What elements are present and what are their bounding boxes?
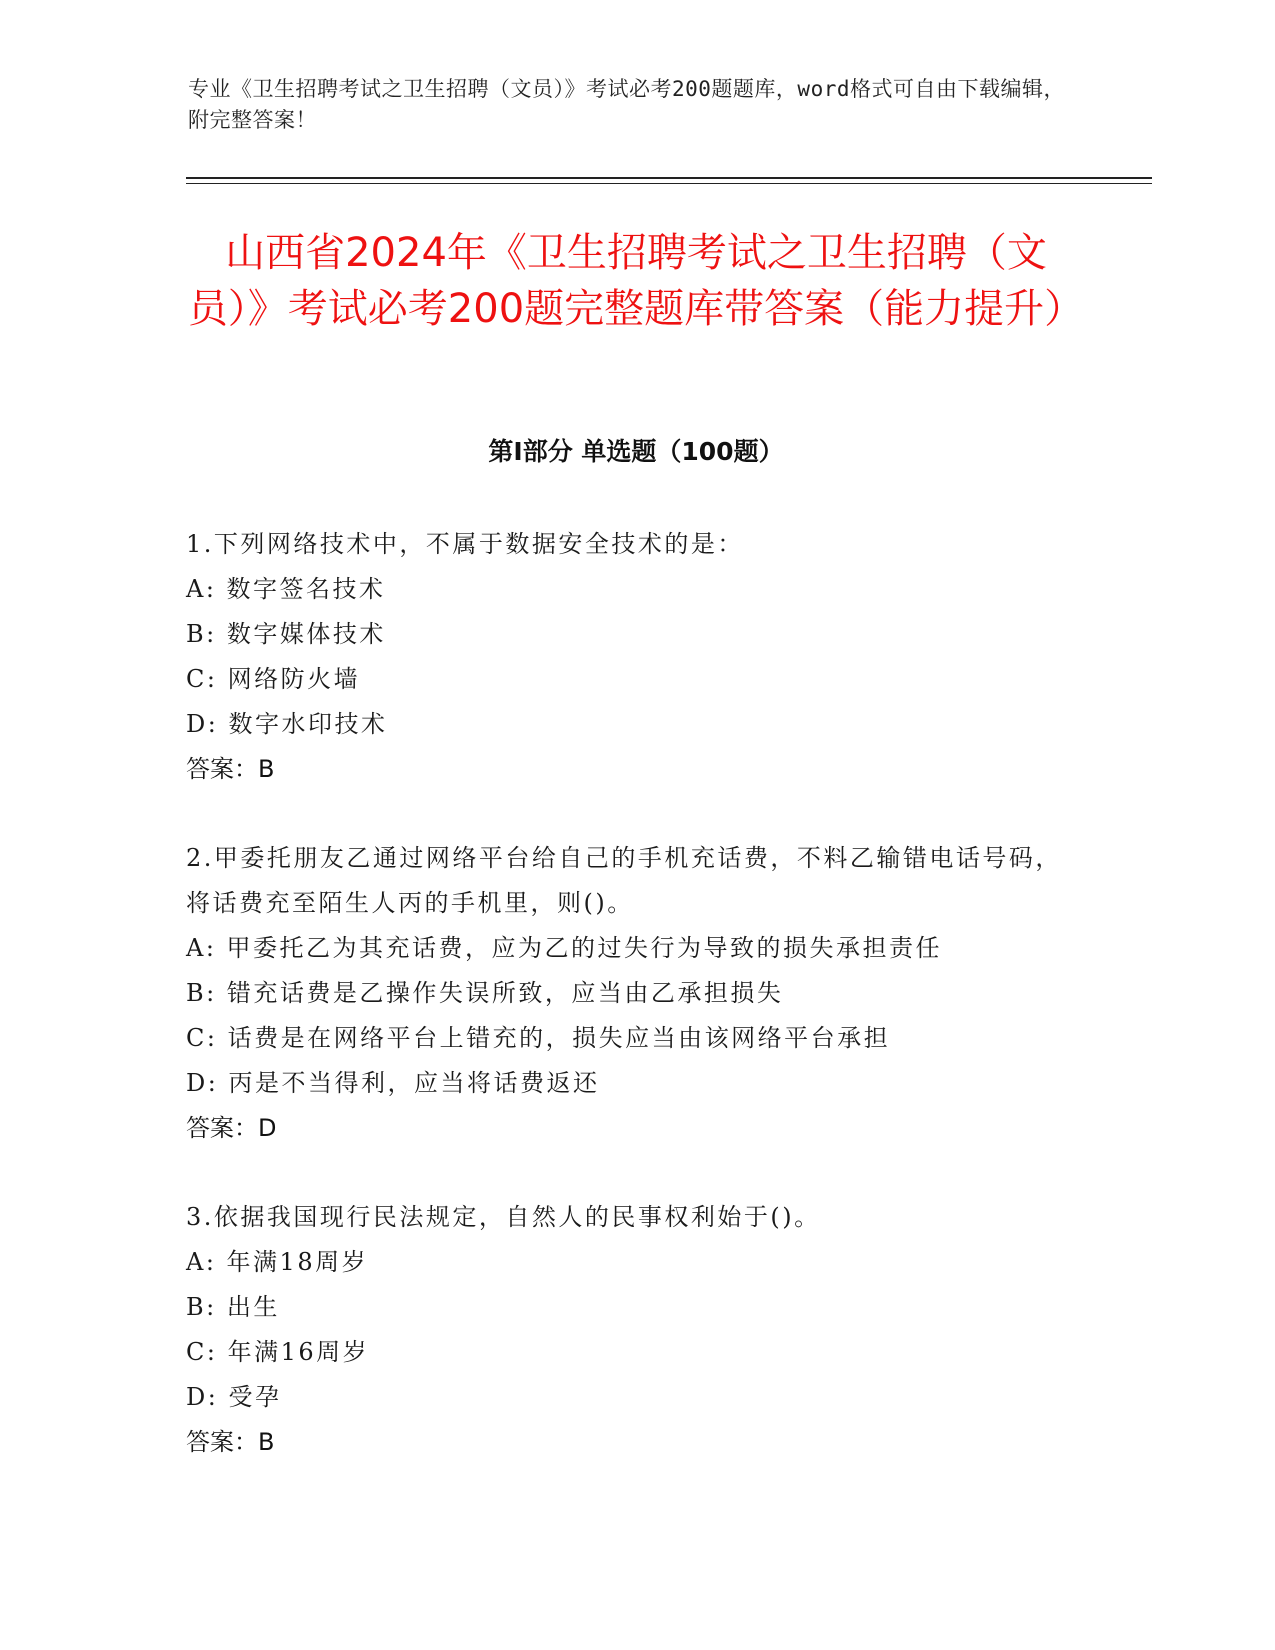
document-title: 山西省2024年《卫生招聘考试之卫生招聘（文员）》考试必考200题完整题库带答案（能力提升） xyxy=(187,230,1085,332)
option-b: B: 出生 xyxy=(186,1293,280,1321)
question-stem: 3.依据我国现行民法规定，自然人的民事权利始于()。 xyxy=(186,1203,821,1231)
header-divider-thin xyxy=(186,183,1152,184)
option-d: D: 数字水印技术 xyxy=(186,710,388,738)
option-a: A: 甲委托乙为其充话费，应为乙的过失行为导致的损失承担责任 xyxy=(186,934,943,962)
option-a: A: 年满18周岁 xyxy=(186,1248,369,1276)
question-list xyxy=(186,522,1086,1509)
option-b: B: 数字媒体技术 xyxy=(186,620,386,648)
answer: 答案：D xyxy=(186,1114,277,1142)
section-title: 第I部分 单选题（100题） xyxy=(488,437,784,466)
question-stem: 1.下列网络技术中，不属于数据安全技术的是： xyxy=(186,530,744,558)
question-1 xyxy=(186,522,1086,792)
header-divider-thick xyxy=(186,177,1152,179)
question-2 xyxy=(186,836,1086,1151)
option-c: C: 年满16周岁 xyxy=(186,1338,370,1366)
option-c: C: 话费是在网络平台上错充的，损失应当由该网络平台承担 xyxy=(186,1024,891,1052)
option-d: D: 受孕 xyxy=(186,1383,282,1411)
option-c: C: 网络防火墙 xyxy=(186,665,361,693)
option-d: D: 丙是不当得利，应当将话费返还 xyxy=(186,1069,600,1097)
question-3 xyxy=(186,1195,1086,1465)
header-note: 专业《卫生招聘考试之卫生招聘（文员）》考试必考200题题库，word格式可自由下载编辑，附完整答案！ xyxy=(188,77,1065,132)
answer: 答案：B xyxy=(186,1428,275,1456)
question-stem: 2.甲委托朋友乙通过网络平台给自己的手机充话费，不料乙输错电话号码，将话费充至陌生人丙的手机里，则()。 xyxy=(186,844,1062,917)
option-b: B: 错充话费是乙操作失误所致，应当由乙承担损失 xyxy=(186,979,784,1007)
answer: 答案：B xyxy=(186,755,275,783)
option-a: A: 数字签名技术 xyxy=(186,575,386,603)
